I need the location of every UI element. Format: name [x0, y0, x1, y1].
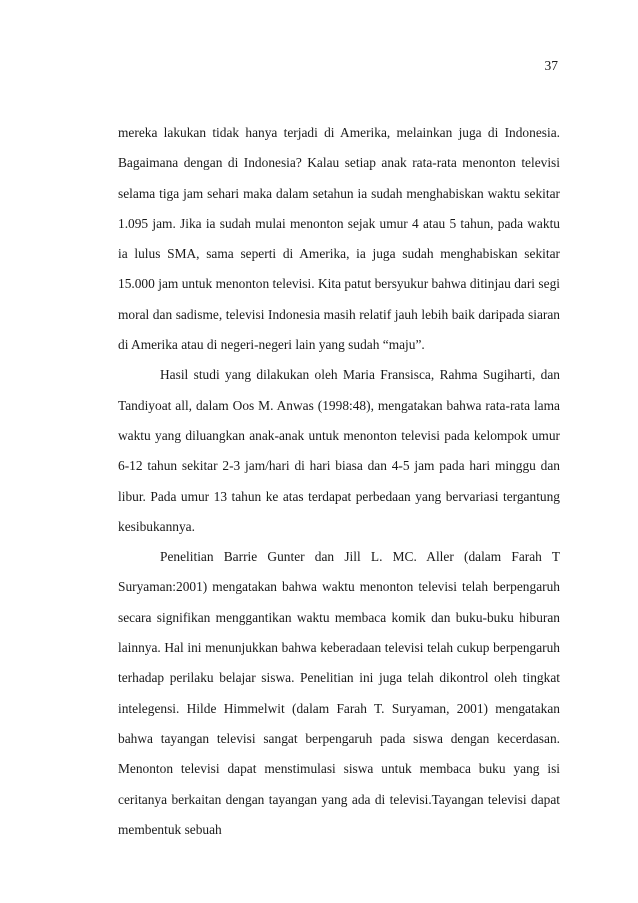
paragraph-2: Hasil studi yang dilakukan oleh Maria Fransisca, Rahma Sugiharti, dan Tandiyoat all, dalam Oos M. Anwas (1998:48), mengatakan bahwa rata-rata lama waktu yang diluangkan anak-anak untuk menonton televisi pada kelompok umur 6-12 tahun sekitar 2-3 jam/hari di hari biasa dan 4-5 jam pada hari minggu dan libur. Pada umur 13 tahun ke atas terdapat perbedaan yang bervariasi tergantung kesibukannya.	[118, 367, 560, 534]
paragraph-1: mereka lakukan tidak hanya terjadi di Amerika, melainkan juga di Indonesia. Bagaimana dengan di Indonesia? Kalau setiap anak rata-rata menonton televisi selama tiga jam sehari maka dalam setahun ia sudah menghabiskan waktu sekitar 1.095 jam. Jika ia sudah mulai menonton sejak umur 4 atau 5 tahun, pada waktu ia lulus SMA, sama seperti di Amerika, ia juga sudah menghabiskan sekitar 15.000 jam untuk menonton televisi. Kita patut bersyukur bahwa ditinjau dari segi moral dan sadisme, televisi Indonesia masih relatif jauh lebih baik daripada siaran di Amerika atau di negeri-negeri lain yang sudah “maju”.	[118, 125, 560, 353]
page-number: 37	[544, 58, 558, 73]
body-text	[118, 118, 560, 845]
paragraph-3: Penelitian Barrie Gunter dan Jill L. MC. Aller (dalam Farah T Suryaman:2001) mengatakan bahwa waktu menonton televisi telah berpengaruh secara signifikan menggantikan waktu membaca komik dan buku-buku hiburan lainnya. Hal ini menunjukkan bahwa keberadaan televisi telah cukup berpengaruh terhadap perilaku belajar siswa. Penelitian ini juga telah dikontrol oleh tingkat intelegensi. Hilde Himmelwit (dalam Farah T. Suryaman, 2001) mengatakan bahwa tayangan televisi sangat berpengaruh pada siswa dengan kecerdasan. Menonton televisi dapat menstimulasi siswa untuk membaca buku yang isi ceritanya berkaitan dengan tayangan yang ada di televisi.Tayangan televisi dapat membentuk sebuah	[118, 549, 560, 837]
